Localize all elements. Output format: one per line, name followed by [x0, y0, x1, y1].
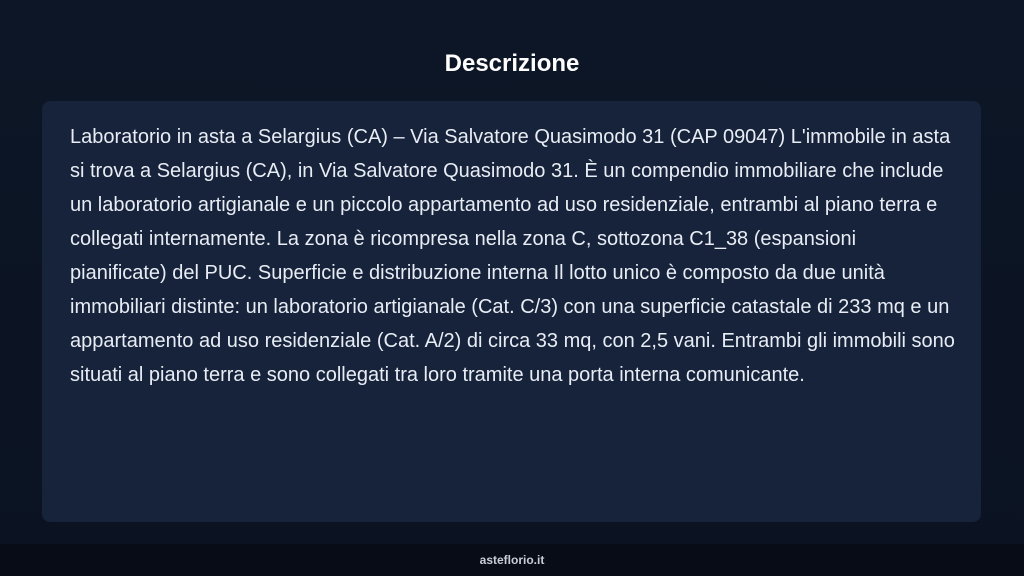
description-card	[42, 101, 981, 522]
description-text: Laboratorio in asta a Selargius (CA) – Via Salvatore Quasimodo 31 (CAP 09047) L'immobile in asta si trova a Selargius (CA), in Via Salvatore Quasimodo 31. È un compendio immobiliare che include un laboratorio artigianale e un piccolo appartamento ad uso residenziale, entrambi al piano terra e collegati internamente. La zona è ricompresa nella zona C, sottozona C1_38 (espansioni pianificate) del PUC. Superficie e distribuzione interna Il lotto unico è composto da due unità immobiliari distinte: un laboratorio artigianale (Cat. C/3) con una superficie catastale di 233 mq e un appartamento ad uso residenziale (Cat. A/2) di circa 33 mq, con 2,5 vani. Entrambi gli immobili sono situati al piano terra e sono collegati tra loro tramite una porta interna comunicante.	[70, 126, 955, 386]
page-title: Descrizione	[444, 50, 580, 77]
footer-site-link[interactable]: asteflorio.it	[479, 553, 545, 567]
footer-bar	[0, 544, 1024, 576]
